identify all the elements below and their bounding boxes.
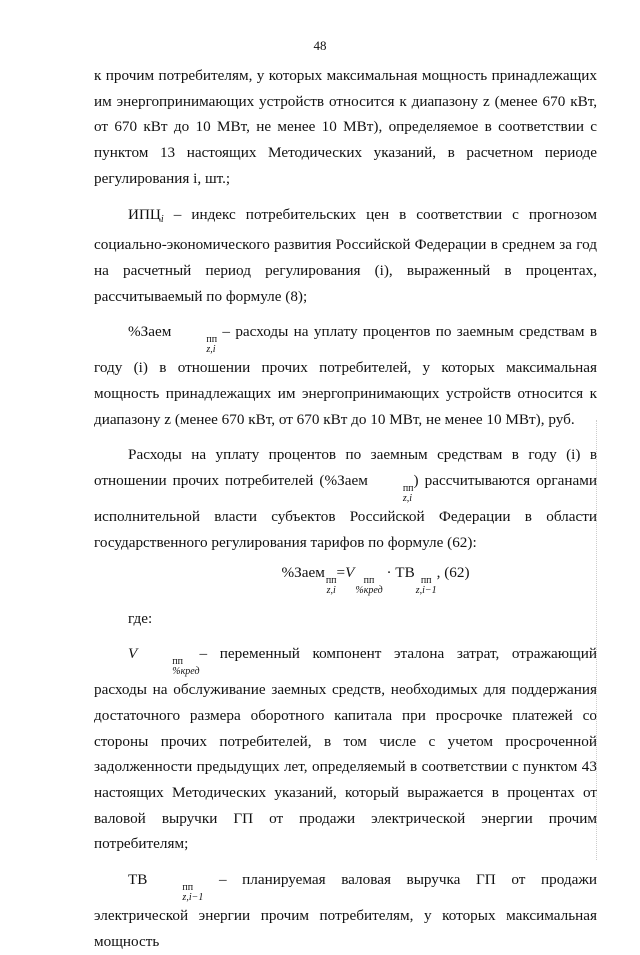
formula-lhs-subscript: z,i — [326, 584, 336, 596]
formula-v: V — [345, 563, 355, 581]
symbol-base: V — [128, 645, 138, 663]
paragraph-text: – расходы на уплату процентов по заемным средствам в году (i) в отношении прочих потребителей, у которых максимальная мощность принадлежащих им энергопринимающих устройств относится к диапазону z (менее 670 кВт, от 670 кВт до 10 МВт, не менее 10 МВт), руб. — [94, 323, 597, 428]
paragraph-text: к прочим потребителям, у которых максимальная мощность принадлежащих им энергопринимающих устройств относится к диапазону z (менее 670 кВт, от 670 кВт до 10 МВт, не менее 10 МВт), определяемое в соответствии с пунктом 13 настоящих Методических указаний, в расчетном периоде регулирования i, шт.; — [94, 67, 597, 187]
symbol-base: %Заем — [324, 472, 368, 490]
paragraph-cpi — [94, 202, 597, 310]
formula-tb-indices — [416, 576, 437, 596]
formula-v-indices — [355, 576, 382, 596]
formula-v-subscript: %кред — [355, 584, 383, 596]
symbol-subscript: z,i — [206, 344, 216, 356]
symbol-superscript: пп — [172, 656, 183, 668]
loan-interest-symbol — [324, 472, 414, 505]
symbol-indices — [138, 657, 199, 677]
paragraph-loan-interest-calculation — [94, 442, 597, 555]
symbol-subscript: z,i — [402, 493, 412, 505]
paragraph-variable-component — [94, 641, 597, 857]
symbol-superscript: пп — [182, 882, 194, 894]
formula-lhs-superscript: пп — [325, 574, 337, 586]
symbol-indices — [148, 883, 203, 903]
paragraph-consumers-count — [94, 63, 597, 192]
symbol-base: %Заем — [128, 323, 172, 341]
symbol-subscript: i — [160, 213, 164, 225]
cpi-symbol — [128, 206, 164, 223]
symbol-indices — [369, 484, 414, 504]
body-text — [94, 63, 597, 955]
formula-v-superscript: пп — [363, 574, 375, 586]
formula-tb: ТВ — [395, 563, 415, 581]
paragraph-text: ) рассчитываются органами исполнительной власти субъектов Российской Федерации в области государственного регулирования тарифов по формуле (62): — [94, 472, 597, 551]
formula-tb-subscript: z,i−1 — [415, 584, 437, 596]
where-label: где: — [128, 609, 153, 627]
formula-equals: = — [336, 563, 346, 581]
symbol-base: ИПЦ — [128, 205, 161, 223]
scan-artifact-dotted-line — [596, 420, 598, 860]
symbol-superscript: пп — [402, 483, 414, 495]
paragraph-text: – индекс потребительских цен в соответствии с прогнозом социально-экономического развития Российской Федерации в среднем за год на расчетный период регулирования (i), выраженный в процентах, рассчитываемый по формуле (8); — [94, 205, 597, 305]
paragraph-loan-interest-definition — [94, 319, 597, 432]
symbol-base: ТВ — [128, 871, 148, 889]
formula-multiply: · — [382, 563, 396, 581]
formula-number: , (62) — [436, 563, 470, 581]
formula-lhs-indices — [326, 576, 337, 596]
paragraph-gross-revenue — [94, 867, 597, 954]
formula-lhs: %Заем — [281, 563, 325, 581]
symbol-indices — [172, 335, 217, 355]
loan-interest-symbol — [128, 323, 218, 356]
symbol-subscript: z,i−1 — [182, 892, 204, 904]
paragraph-text: – переменный компонент эталона затрат, отражающий расходы на обслуживание заемных средств, необходимых для поддержания достаточного размера оборотного капитала при просрочке платежей со стороны прочих потребителей, в том числе с учетом просроченной задолженности предыдущих лет, определяемый в соответствии с пунктом 43 настоящих Методических указаний, который выражается в процентах от валовой выручки ГП от продажи электрической энергии прочим потребителям; — [94, 645, 597, 853]
page-number: 48 — [313, 38, 327, 53]
symbol-superscript: пп — [206, 334, 218, 346]
symbol-subscript: %кред — [172, 666, 200, 678]
formula-tb-superscript: пп — [420, 574, 432, 586]
formula-62 — [94, 560, 597, 596]
paragraph-text: Расходы на уплату процентов по заемным средствам в году (i) в отношении прочих потребителей ( — [94, 446, 597, 490]
paragraph-text: – планируемая валовая выручка ГП от продажи электрической энергии прочим потребителям, у которых максимальная мощность — [94, 871, 597, 950]
